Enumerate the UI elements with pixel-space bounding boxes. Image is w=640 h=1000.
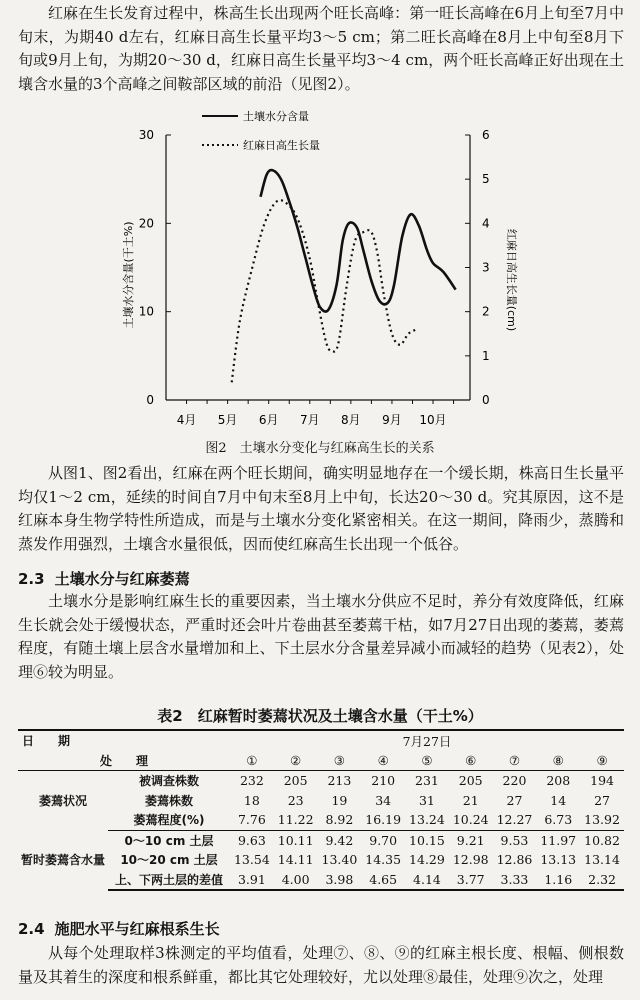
row-label: 上、下两土层的差值 — [108, 870, 230, 891]
row-label: 被调查株数 — [138, 774, 199, 789]
table-cell: 1.16 — [536, 870, 580, 891]
table-cell: 10.82 — [584, 832, 620, 848]
table-cell: 220 — [502, 773, 527, 789]
table-row — [18, 850, 624, 870]
x-tick-label: 9月 — [382, 413, 402, 427]
row-label: 萎蔫程度(%) — [108, 810, 230, 830]
table-2 — [18, 729, 624, 891]
table-cell: 9.42 — [325, 832, 354, 848]
treatment-header: ⑨ — [580, 751, 624, 771]
table-row-treatments — [18, 751, 624, 771]
table-row — [18, 810, 624, 830]
series-layer — [232, 170, 456, 382]
x-tick-label: 4月 — [176, 413, 197, 427]
table-cell: 8.92 — [318, 810, 362, 830]
figure-2 — [110, 105, 530, 439]
section-title: 土壤水分与红麻萎蔫 — [54, 570, 190, 588]
table-cell: 27 — [594, 792, 611, 808]
right-tick-label: 4 — [482, 216, 490, 231]
x-tick-label: 8月 — [341, 413, 361, 427]
table-cell: 13.40 — [321, 852, 358, 868]
table-cell: 21 — [462, 792, 479, 808]
table-cell: 31 — [418, 792, 435, 808]
table-cell: 7.76 — [230, 810, 274, 830]
date-value: 7月27日 — [230, 730, 624, 751]
daily-height-growth-line — [232, 200, 417, 382]
left-tick-label: 10 — [138, 304, 154, 319]
table-cell: 12.98 — [452, 852, 489, 868]
table-row — [18, 830, 624, 850]
right-tick-label: 1 — [482, 348, 490, 363]
dual-axis-line-chart — [110, 105, 530, 435]
right-tick-label: 2 — [482, 304, 490, 319]
table-cell: 4.65 — [361, 870, 405, 891]
table-cell: 3.91 — [230, 870, 274, 891]
table-cell: 19 — [331, 792, 348, 808]
table-cell: 14.35 — [365, 852, 402, 868]
right-tick-label: 0 — [482, 393, 490, 407]
table-cell: 231 — [415, 773, 439, 789]
table-cell: 205 — [458, 773, 483, 789]
legend — [202, 109, 320, 152]
table-cell: 9.70 — [369, 832, 398, 848]
treatment-header: ② — [274, 751, 318, 771]
table-cell: 14.11 — [277, 852, 314, 868]
table-cell: 4.00 — [274, 870, 318, 891]
table-cell: 18 — [243, 792, 260, 808]
right-axis-label: 红麻日高生长量(cm) — [505, 228, 518, 332]
table-cell: 3.98 — [318, 870, 362, 891]
table-cell: 205 — [283, 773, 308, 789]
row-label: 10～20 cm 土层 — [120, 853, 218, 868]
treatment-header: ① — [230, 751, 274, 771]
table-title: 表2 红麻暂时萎蔫状况及土壤含水量（干土%） — [157, 707, 483, 725]
table-cell: 13.92 — [580, 810, 624, 830]
table-cell: 213 — [327, 773, 352, 789]
table-cell: 16.19 — [361, 810, 405, 830]
table-cell: 14.29 — [409, 852, 445, 868]
plot-frame — [166, 135, 470, 400]
legend-solid-label: 土壤水分含量 — [243, 110, 309, 123]
row-label: 0～10 cm 土层 — [124, 833, 214, 848]
table-cell: 3.77 — [449, 870, 493, 891]
table-cell: 10.15 — [409, 832, 445, 848]
table-cell: 12.86 — [496, 852, 533, 868]
paragraph-root-growth: 从每个处理取样3株测定的平均值看，处理⑦、⑧、⑨的红麻主根长度、根幅、侧根数量及其着生的深度和根系鲜重，都比其它处理较好，尤以处理⑧最佳，处理⑨次之，处理 — [18, 944, 624, 986]
group-label-moisture: 暂时萎蔫含水量 — [20, 852, 105, 867]
table-cell: 14 — [550, 792, 567, 808]
table-cell: 194 — [590, 773, 614, 789]
table-row-date — [18, 730, 624, 751]
table-cell: 13.24 — [405, 810, 449, 830]
treatment-header: ⑧ — [536, 751, 580, 771]
group-label-wilting: 萎蔫状况 — [38, 794, 87, 808]
table-cell: 210 — [371, 773, 396, 789]
row-label: 萎蔫株数 — [144, 793, 193, 808]
right-tick-label: 5 — [482, 172, 490, 187]
table-cell: 9.53 — [500, 832, 529, 848]
left-tick-label: 20 — [138, 216, 154, 231]
table-cell: 2.32 — [580, 870, 624, 891]
table-row — [18, 771, 624, 791]
table-cell: 10.11 — [277, 832, 314, 848]
paragraph-wilting: 土壤水分是影响红麻生长的重要因素，当土壤水分供应不足时，养分有效度降低，红麻生长就会处于缓慢状态，严重时还会叶片卷曲甚至萎蔫干枯，如7月27日出现的萎蔫，萎蔫程度，有随土壤上层含水量增加和上、下土层水分含量差异减小而减轻的趋势（见表2），处理⑥较为明显。 — [18, 592, 624, 681]
table-cell: 208 — [546, 773, 571, 789]
x-tick-label: 7月 — [299, 413, 320, 427]
section-number: 2.4 — [18, 920, 45, 938]
x-axis-ticks — [177, 400, 454, 427]
table-cell: 11.22 — [274, 810, 318, 830]
table-cell: 13.13 — [540, 852, 577, 868]
legend-dotted-label: 红麻日高生长量 — [243, 139, 320, 152]
table-cell: 13.54 — [233, 852, 270, 868]
left-tick-label: 0 — [146, 393, 154, 407]
table-cell: 12.27 — [493, 810, 537, 830]
right-axis-ticks — [465, 128, 490, 407]
table-cell: 23 — [287, 792, 304, 808]
table-cell: 13.14 — [584, 852, 620, 868]
table-cell: 4.14 — [405, 870, 449, 891]
soil-moisture-line — [261, 170, 456, 312]
treatment-header: ③ — [318, 751, 362, 771]
x-tick-label: 10月 — [419, 413, 447, 427]
table-cell: 232 — [239, 773, 264, 789]
figure-caption: 图2 土壤水分变化与红麻高生长的关系 — [205, 441, 435, 456]
table-cell: 3.33 — [493, 870, 537, 891]
section-heading-2-4 — [18, 918, 220, 939]
table-cell: 9.63 — [237, 832, 266, 848]
table-cell: 27 — [506, 792, 523, 808]
section-title: 施肥水平与红麻根系生长 — [54, 920, 220, 938]
table-cell: 9.21 — [456, 832, 485, 848]
section-number: 2.3 — [18, 570, 45, 588]
table-cell: 11.97 — [540, 832, 577, 848]
date-label: 日 期 — [18, 730, 230, 751]
left-tick-label: 30 — [138, 128, 154, 142]
paragraph-growth-peaks: 红麻在生长发育过程中，株高生长出现两个旺长高峰：第一旺长高峰在6月上旬至7月中旬末，为期40 d左右，红麻日高生长量平均3～5 cm；第二旺长高峰在8月上中旬至8月下旬或9月上旬，为期20～30 d，红麻日高生长量平均3～4 cm，两个旺长高峰正好出现在土壤含水量的3个高峰之间鞍部区域的前沿（见图2）。 — [18, 4, 624, 93]
treatment-header: ⑥ — [449, 751, 493, 771]
paragraph-slow-growth: 从图1、图2看出，红麻在两个旺长期间，确实明显地存在一个缓长期，株高日生长量平均仅1～2 cm，延续的时间自7月中旬末至8月上中旬，长达20～30 d。究其原因，这不是红麻本身生物学特性所造成，而是与土壤水分变化紧密相关。在这一期间，降雨少，蒸腾和蒸发作用强烈，土壤含水量很低，因而使红麻高生长出现一个低谷。 — [18, 464, 624, 553]
right-tick-label: 6 — [482, 128, 490, 142]
right-tick-label: 3 — [482, 260, 490, 275]
table-cell: 10.24 — [449, 810, 493, 830]
table-row — [18, 791, 624, 811]
section-heading-2-3 — [18, 568, 190, 589]
treatment-header: ⑤ — [405, 751, 449, 771]
treatment-header: ④ — [361, 751, 405, 771]
treatment-header: ⑦ — [493, 751, 537, 771]
table-cell: 34 — [375, 792, 392, 808]
x-tick-label: 6月 — [258, 413, 279, 427]
left-axis-label: 土壤水分含量(干土%) — [122, 221, 135, 329]
table-row — [18, 870, 624, 891]
table-cell: 6.73 — [536, 810, 580, 830]
treatment-label: 处 理 — [18, 751, 230, 771]
x-tick-label: 5月 — [217, 413, 238, 427]
